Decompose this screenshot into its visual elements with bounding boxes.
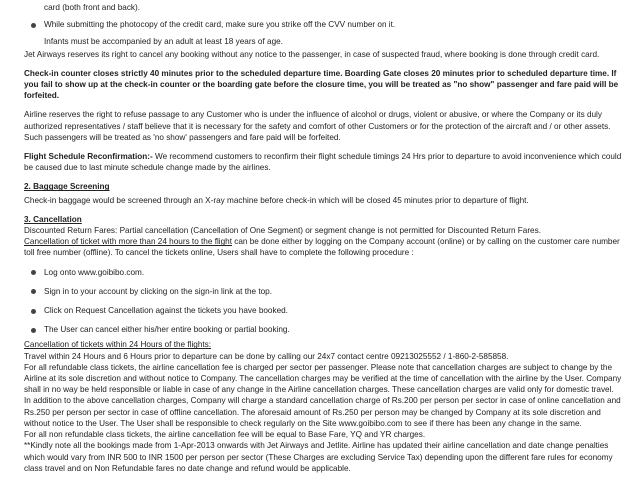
jet-airways-penalty-note: **Kindly note all the bookings made from 1-Apr-2013 onwards with Jet Airways and Jetlite. Airline has updated their airline cancellation and date change penalties which would vary from INR 500 to INR 1500 per person per sector (These Charges are excluding Service Tax) depending upon the different fare rules for economy class travel and on Non Refundable fares no date change and refund would be applicable.	[24, 441, 613, 473]
baggage-heading: 2. Baggage Screening	[24, 182, 110, 192]
step-text: Click on Request Cancellation against the tickets you have booked.	[44, 306, 288, 316]
baggage-text: Check-in baggage would be screened through an X-ray machine before check-in which will be closed 45 minutes prior to departure of flight.	[24, 195, 529, 205]
cancel-24-paragraph	[24, 236, 628, 258]
step-item	[24, 267, 628, 278]
terms-document	[24, 0, 628, 474]
cvv-bullet-text: While submitting the photocopy of the credit card, make sure you strike off the CVV number on it.	[44, 20, 396, 30]
reconfirm-paragraph	[24, 151, 628, 173]
step-item	[24, 305, 628, 316]
reconfirm-text: We recommend customers to reconfirm their flight schedule timings 24 Hrs prior to departure to avoid inconvenience which could be caused due to last minute schedule change made by the airlines.	[24, 152, 622, 173]
step-text: Sign in to your account by clicking on the sign-in link at the top.	[44, 286, 273, 296]
card-copy-continuation: card (both front and back).	[44, 3, 141, 12]
cancel-24-link[interactable]: Cancellation of ticket with more than 24 hours to the flight	[24, 237, 232, 247]
bullet-icon	[31, 309, 36, 314]
cancellation-heading: 3. Cancellation	[24, 214, 82, 224]
infants-note: Infants must be accompanied by an adult at least 18 years of age.	[44, 37, 283, 47]
refundable-note: For all refundable class tickets, the airline cancellation fee is charged per sector per passenger. Please note that cancellation charges are subject to change by the Airline at its sole discretion and without notice to Company. The cancellation charges may be verified at the time of cancellation with the airline by the User. Company shall in no way be held responsible or liable in case of any change in the Airline cancellation charges. These cancellation charges are valid only for domestic travel.	[24, 362, 622, 395]
refuse-passage-note: Airline reserves the right to refuse passage to any Customer who is under the influence of alcohol or drugs, violent or abusive, or where the Company or its duly authorized representatives / staff believe that it is necessary for the safety and comfort of other Customers or for the protection of the aircraft and / or other assets. Such passengers will be treated as 'no show' passengers and fare paid will be forfeited.	[24, 110, 611, 142]
step-item	[24, 324, 628, 335]
bullet-icon	[31, 328, 36, 333]
jet-cancel-note: Jet Airways reserves its right to cancel any booking without any notice to the passenger, in case of suspected fraud, where booking is done through credit card.	[24, 49, 600, 59]
cvv-bullet	[24, 19, 628, 30]
step-item	[24, 286, 628, 297]
step-text: Log onto www.goibibo.com.	[44, 267, 145, 277]
checkin-warning: Check-in counter closes strictly 40 minutes prior to the scheduled departure time. Boarding Gate closes 20 minutes prior to scheduled departure time. If you fail to show up at the check-in counter or the boarding gate before the closure time, you will be treated as "no show" passenger and fare paid will be forfeited.	[24, 68, 619, 101]
additional-charges-note: In addition to the above cancellation charges, Company will charge a standard cancellation charge of Rs.200 per person per sector in case of online cancellation and Rs.250 per person per sector in case of offline cancellation. The aforesaid amount of Rs.250 per person may be changed by Company at its sole discretion and without notice to the User. The User shall be responsible to check regularly on the Site www.goibibo.com to see if there has been any change in the same.	[24, 396, 621, 428]
within-24-text: Travel within 24 Hours and 6 Hours prior to departure can be done by calling our 24x7 contact centre 09213025552 / 1-860-2-585858.	[24, 351, 509, 361]
bullet-icon	[31, 23, 36, 28]
non-refundable-note: For all non refundable class tickets, the airline cancellation fee will be equal to Base Fare, YQ and YR charges.	[24, 430, 426, 440]
cancel-24-text: can be done either by logging on the Company account (online) or by calling on the customer care number toll free number (offline). To cancel the tickets online, Users shall have to complete the following procedure :	[24, 237, 620, 258]
discounted-fares-note: Discounted Return Fares: Partial cancellation (Cancellation of One Segment) or segment change is not permitted for Discounted Return Fares.	[24, 226, 541, 236]
bullet-icon	[31, 289, 36, 294]
reconfirm-label: Flight Schedule Reconfirmation:-	[24, 152, 153, 162]
step-text: The User can cancel either his/her entire booking or partial booking.	[44, 325, 290, 335]
within-24-heading: Cancellation of tickets within 24 Hours of the flights:	[24, 340, 212, 350]
bullet-icon	[31, 270, 36, 275]
